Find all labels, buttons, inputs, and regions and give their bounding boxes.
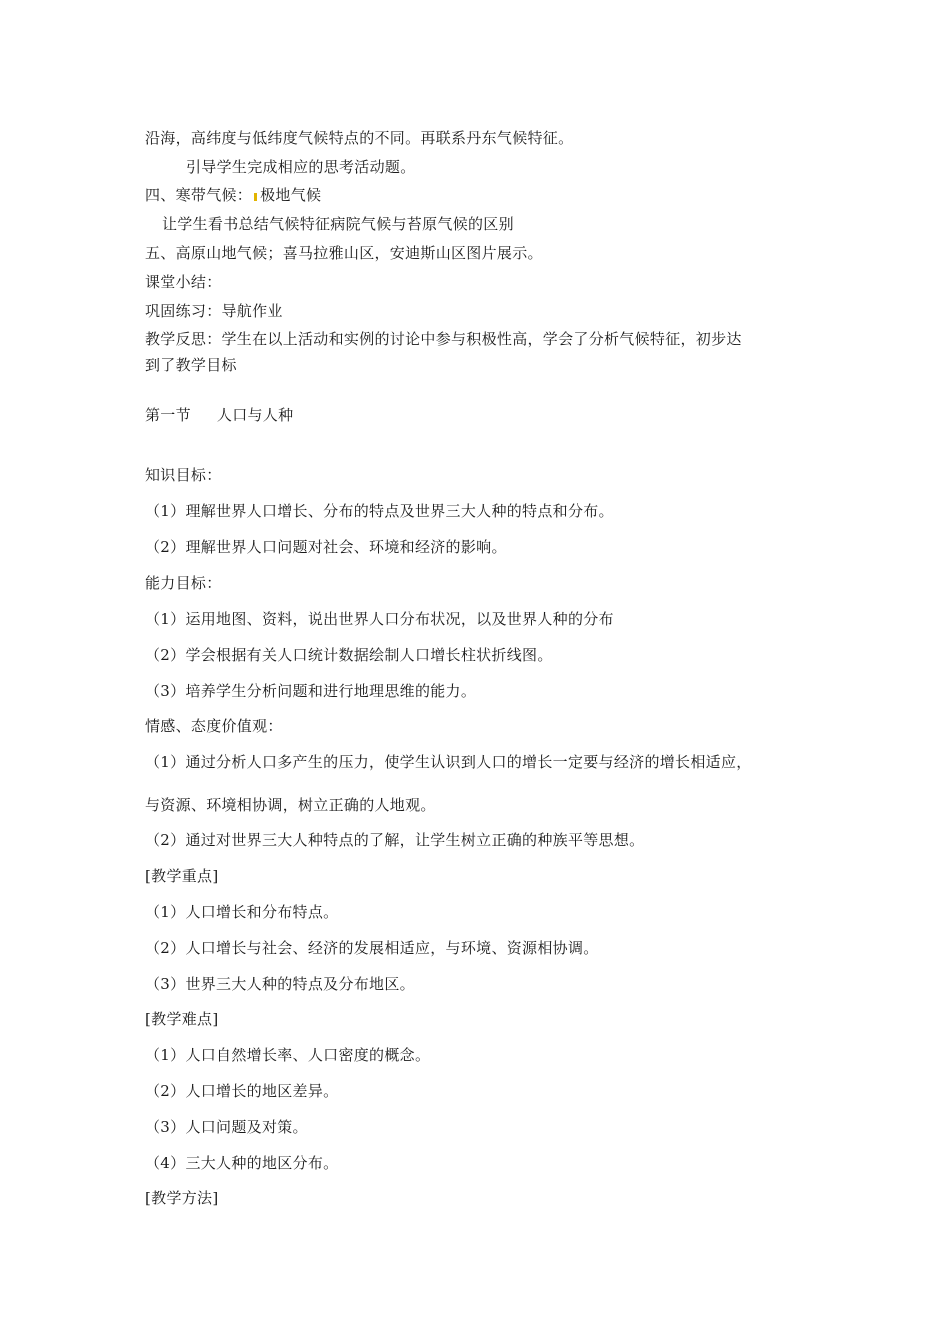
section-name: 人口与人种 — [216, 406, 294, 424]
difficult-points-heading: [教学难点] — [145, 1010, 219, 1028]
ability-heading: 能力目标： — [145, 574, 222, 592]
heading-cold-climate — [145, 185, 321, 205]
list-item: （1）人口增长和分布特点。 — [145, 903, 339, 921]
paragraph-line: 引导学生完成相应的思考活动题。 — [186, 158, 416, 176]
class-summary-label: 课堂小结： — [145, 273, 222, 291]
list-item: （3）世界三大人种的特点及分布地区。 — [145, 975, 415, 993]
section-number: 第一节 — [145, 406, 191, 424]
list-item: （2）学会根据有关人口统计数据绘制人口增长柱状折线图。 — [145, 646, 553, 664]
knowledge-heading: 知识目标： — [145, 466, 222, 484]
practice-label: 巩固练习：导航作业 — [145, 302, 283, 320]
section-title — [145, 405, 293, 425]
attitude-heading: 情感、态度价值观： — [145, 717, 283, 735]
list-item: （2）人口增长的地区差异。 — [145, 1082, 339, 1100]
paragraph-line: 沿海，高纬度与低纬度气候特点的不同。再联系丹东气候特征。 — [145, 129, 574, 147]
highlight-mark — [254, 193, 257, 201]
list-item: （4）三大人种的地区分布。 — [145, 1154, 339, 1172]
reflection-line: 教学反思：学生在以上活动和实例的讨论中参与积极性高，学会了分析气候特征，初步达 — [145, 330, 742, 348]
list-item: （1）运用地图、资料，说出世界人口分布状况，以及世界人种的分布 — [145, 610, 614, 628]
paragraph-line: 让学生看书总结气候特征病院气候与苔原气候的区别 — [162, 215, 514, 233]
list-item: （1）理解世界人口增长、分布的特点及世界三大人种的特点和分布。 — [145, 502, 614, 520]
key-points-heading: [教学重点] — [145, 867, 219, 885]
list-item: （2）人口增长与社会、经济的发展相适应，与环境、资源相协调。 — [145, 939, 599, 957]
heading-text-continued: 极地气候 — [260, 186, 322, 204]
paragraph-line: 五、高原山地气候；喜马拉雅山区，安迪斯山区图片展示。 — [145, 244, 543, 262]
list-item: （1）通过分析人口多产生的压力，使学生认识到人口的增长一定要与经济的增长相适应， — [145, 753, 752, 771]
list-item-continued: 与资源、环境相协调，树立正确的人地观。 — [145, 796, 436, 814]
methods-heading: [教学方法] — [145, 1189, 219, 1207]
reflection-line: 到了教学目标 — [145, 356, 237, 374]
heading-text: 四、寒带气候： — [145, 186, 253, 204]
list-item: （2）通过对世界三大人种特点的了解，让学生树立正确的种族平等思想。 — [145, 831, 645, 849]
list-item: （3）人口问题及对策。 — [145, 1118, 308, 1136]
list-item: （2）理解世界人口问题对社会、环境和经济的影响。 — [145, 538, 507, 556]
list-item: （3）培养学生分析问题和进行地理思维的能力。 — [145, 682, 477, 700]
list-item: （1）人口自然增长率、人口密度的概念。 — [145, 1046, 431, 1064]
